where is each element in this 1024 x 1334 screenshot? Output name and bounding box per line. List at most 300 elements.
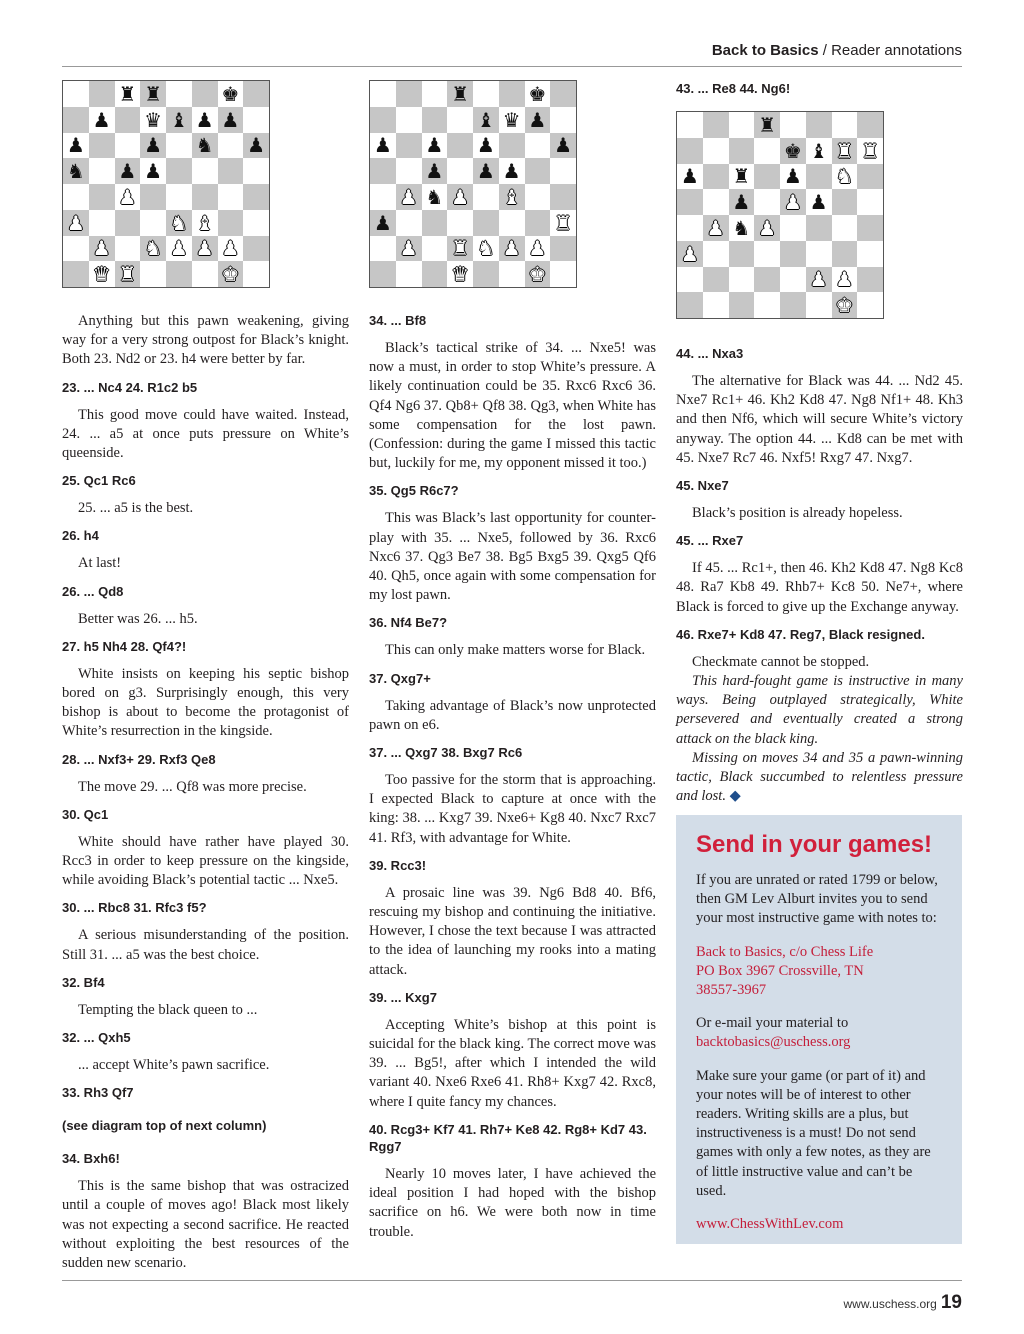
move-heading: 45. ... Rxe7 (676, 533, 744, 549)
board-square (422, 261, 448, 287)
board-square (806, 267, 832, 293)
column-3 (676, 78, 963, 806)
paragraph: This good move could have waited. Instead, 24. ... a5 at once puts pressure on White’s queenside. (62, 406, 349, 462)
board-square (499, 133, 525, 159)
white-pawn-icon: ♟ (528, 236, 547, 261)
black-pawn-icon: ♟ (680, 164, 699, 189)
white-king-icon: ♚ (835, 293, 854, 318)
board-square (525, 107, 551, 133)
black-pawn-icon: ♟ (373, 133, 392, 158)
board-square (89, 236, 115, 262)
paragraph: White insists on keeping his septic bishop bored on g3. Surprisingly enough, this very bishop is about to become the protagonist of White’s resurrection in the kingside. (62, 665, 349, 740)
board-square (499, 236, 525, 262)
board-square (806, 112, 832, 138)
paragraph: 25. ... a5 is the best. (78, 500, 194, 517)
white-rook-icon: ♜ (554, 210, 573, 235)
white-pawn-icon: ♟ (169, 236, 188, 261)
white-pawn-icon: ♟ (783, 190, 802, 215)
move-heading: 32. ... Qxh5 (62, 1030, 131, 1046)
board-square (525, 81, 551, 107)
black-pawn-icon: ♟ (732, 190, 751, 215)
board-square (473, 261, 499, 287)
board-square (89, 81, 115, 107)
black-knight-icon: ♞ (425, 184, 444, 209)
board-square (192, 107, 218, 133)
board-square (63, 133, 89, 159)
board-square (396, 133, 422, 159)
board-square (677, 292, 703, 318)
board-square (703, 112, 729, 138)
black-pawn-icon: ♟ (118, 159, 137, 184)
board-square (63, 210, 89, 236)
white-pawn-icon: ♟ (706, 215, 725, 240)
board-square (370, 236, 396, 262)
board-square (780, 267, 806, 293)
board-square (473, 107, 499, 133)
white-king-icon: ♚ (528, 262, 547, 287)
white-pawn-icon: ♟ (835, 267, 854, 292)
black-rook-icon: ♜ (732, 164, 751, 189)
white-queen-icon: ♛ (451, 262, 470, 287)
board-square (832, 164, 858, 190)
white-knight-icon: ♞ (835, 164, 854, 189)
paragraph: Better was 26. ... h5. (78, 610, 198, 627)
board-square (677, 241, 703, 267)
black-bishop-icon: ♝ (169, 107, 188, 132)
board-square (447, 210, 473, 236)
board-square (677, 138, 703, 164)
board-square (218, 210, 244, 236)
board-square (832, 292, 858, 318)
column-2 (369, 78, 656, 1242)
board-square (140, 236, 166, 262)
board-square (115, 236, 141, 262)
paragraph: This can only make matters worse for Black. (385, 642, 646, 659)
board-square (89, 158, 115, 184)
board-square (780, 164, 806, 190)
board-square (525, 133, 551, 159)
black-king-icon: ♚ (528, 81, 547, 106)
paragraph: This was Black’s last opportunity for counter-play with 35. ... Nxe5, followed by 36. Rxc6 Nxc6 37. Qg3 Be7 38. Bg5 Bxg5 39. Qxg5 Qf6 40. Qh5, once again with some compensation for my lost pawn. (369, 510, 656, 604)
email-link[interactable]: backtobasics@uschess.org (696, 1034, 851, 1051)
board-square (140, 158, 166, 184)
black-bishop-icon: ♝ (809, 138, 828, 163)
black-knight-icon: ♞ (195, 133, 214, 158)
board-square (754, 138, 780, 164)
black-rook-icon: ♜ (118, 81, 137, 106)
board-square (499, 210, 525, 236)
paragraph: This is the same bishop that was ostracized until a couple of moves ago! Black most likely was not expecting a second sacrifice. He reacted without exploiting the best resources of the sudden new scenario. (62, 1178, 349, 1272)
board-square (703, 164, 729, 190)
board-square (780, 215, 806, 241)
board-square (832, 215, 858, 241)
board-square (396, 236, 422, 262)
board-square (243, 236, 269, 262)
footer-url[interactable]: www.uschess.org (843, 1297, 937, 1311)
board-square (703, 138, 729, 164)
board-square (857, 292, 883, 318)
paragraph: Anything but this pawn weakening, giving way for a very strong outpost for Black’s knight. Both 23. Nd2 or 23. h4 were better by far. (62, 313, 349, 368)
board-square (703, 241, 729, 267)
white-pawn-icon: ♟ (758, 215, 777, 240)
board-square (63, 261, 89, 287)
board-square (832, 267, 858, 293)
board-square (166, 107, 192, 133)
white-king-icon: ♚ (221, 262, 240, 287)
mailing-address (696, 943, 942, 1001)
board-square (422, 133, 448, 159)
paragraph: Black’s tactical strike of 34. ... Nxe5! was now a must, in order to stop White’s pressure. A likely continuation could be 35. Rxc6 Rxc6 36. Qf4 Ng6 37. Qb8+ Qf8 38. Qg3, when White has some compensation for the lost pawn. (Confession: during the game I missed this tactic but, luckily for me, my opponent missed it too.) (369, 340, 656, 472)
sidebar-guidelines: Make sure your game (or part of it) and your notes will be of interest to other readers. Writing skills are a plus, but instructiveness is a must! Do not send games with only a few notes, as they are of little instructive value and can’t be used. (696, 1067, 931, 1199)
board-square (63, 236, 89, 262)
board-square (63, 107, 89, 133)
address-line: 38557-3967 (696, 982, 767, 999)
board-square (218, 236, 244, 262)
chess-diagram-1 (62, 80, 270, 288)
board-square (192, 184, 218, 210)
board-square (473, 210, 499, 236)
board-square (396, 261, 422, 287)
white-pawn-icon: ♟ (92, 236, 111, 261)
board-square (525, 236, 551, 262)
move-heading: 33. Rh3 Qf7 (62, 1085, 134, 1101)
white-bishop-icon: ♝ (195, 210, 214, 235)
board-square (166, 236, 192, 262)
board-square (729, 189, 755, 215)
board-square (499, 158, 525, 184)
black-queen-icon: ♛ (144, 107, 163, 132)
board-square (422, 107, 448, 133)
board-square (473, 236, 499, 262)
board-square (473, 133, 499, 159)
move-heading: 46. Rxe7+ Kd8 47. Reg7, Black resigned. (676, 626, 925, 642)
white-knight-icon: ♞ (144, 236, 163, 261)
board-square (396, 107, 422, 133)
move-heading: 39. Rcc3! (369, 857, 427, 873)
black-bishop-icon: ♝ (476, 107, 495, 132)
move-heading: 25. Qc1 Rc6 (62, 473, 136, 489)
board-square (677, 267, 703, 293)
board-square (396, 210, 422, 236)
move-heading: 36. Nf4 Be7? (369, 615, 448, 631)
board-square (166, 158, 192, 184)
board-square (857, 215, 883, 241)
board-square (140, 210, 166, 236)
board-square (218, 133, 244, 159)
white-pawn-icon: ♟ (118, 184, 137, 209)
white-bishop-icon: ♝ (502, 184, 521, 209)
white-pawn-icon: ♟ (221, 236, 240, 261)
board-square (447, 107, 473, 133)
black-pawn-icon: ♟ (247, 133, 266, 158)
board-square (370, 210, 396, 236)
board-square (63, 184, 89, 210)
board-square (218, 184, 244, 210)
move-heading: 37. ... Qxg7 38. Bxg7 Rc6 (369, 745, 523, 761)
board-square (754, 215, 780, 241)
board-square (780, 138, 806, 164)
board-square (780, 292, 806, 318)
white-pawn-icon: ♟ (680, 241, 699, 266)
move-heading: 34. Bxh6! (62, 1151, 120, 1167)
board-square (166, 81, 192, 107)
section-name: Back to Basics (711, 42, 819, 59)
board-square (115, 261, 141, 287)
move-heading: 30. ... Rbc8 31. Rfc3 f5? (62, 900, 207, 916)
white-queen-icon: ♛ (92, 262, 111, 287)
paragraph: White should have rather have played 30. Rcc3 in order to keep pressure on the kingside, while avoiding Black’s potential tactic ... Nxe5. (62, 833, 349, 889)
move-heading: 23. ... Nc4 24. R1c2 b5 (62, 379, 198, 395)
board-square (370, 158, 396, 184)
black-pawn-icon: ♟ (425, 159, 444, 184)
board-square (703, 267, 729, 293)
white-rook-icon: ♜ (835, 138, 854, 163)
board-square (115, 210, 141, 236)
board-square (754, 241, 780, 267)
send-games-sidebar (676, 815, 962, 1244)
summary-text: Missing on moves 34 and 35 a pawn-winning tactic, Black succumbed to relentless pressure and lost. (676, 749, 963, 805)
paragraph: A prosaic line was 39. Ng6 Bd8 40. Bf6, rescuing my bishop and continuing the initiative. However, I chose the text because I was attracted to the idea of launching my rooks into a mating attack. (369, 884, 656, 978)
board-square (729, 267, 755, 293)
white-rook-icon: ♜ (118, 262, 137, 287)
board-square (447, 81, 473, 107)
black-pawn-icon: ♟ (528, 107, 547, 132)
board-square (370, 261, 396, 287)
paragraph: ... accept White’s pawn sacrifice. (78, 1057, 270, 1074)
board-square (473, 184, 499, 210)
board-square (422, 236, 448, 262)
board-square (192, 236, 218, 262)
board-square (166, 210, 192, 236)
board-square (192, 81, 218, 107)
board-square (703, 215, 729, 241)
black-pawn-icon: ♟ (476, 133, 495, 158)
black-pawn-icon: ♟ (221, 107, 240, 132)
board-square (729, 215, 755, 241)
end-mark-icon: ◆ (729, 788, 741, 805)
move-heading: 32. Bf4 (62, 974, 105, 990)
move-heading: 26. ... Qd8 (62, 583, 124, 599)
white-rook-icon: ♜ (451, 236, 470, 261)
board-square (525, 261, 551, 287)
board-square (806, 138, 832, 164)
board-square (140, 81, 166, 107)
board-square (422, 184, 448, 210)
white-pawn-icon: ♟ (399, 184, 418, 209)
board-square (192, 210, 218, 236)
board-square (115, 184, 141, 210)
diagram-note: (see diagram top of next column) (62, 1118, 267, 1134)
black-pawn-icon: ♟ (425, 133, 444, 158)
board-square (370, 81, 396, 107)
board-square (857, 112, 883, 138)
board-square (806, 189, 832, 215)
board-square (499, 261, 525, 287)
board-square (473, 81, 499, 107)
board-square (396, 158, 422, 184)
move-heading: 30. Qc1 (62, 806, 109, 822)
board-square (729, 164, 755, 190)
board-square (780, 189, 806, 215)
board-square (550, 158, 576, 184)
folio (843, 1292, 962, 1314)
white-pawn-icon: ♟ (195, 236, 214, 261)
black-rook-icon: ♜ (758, 112, 777, 137)
board-square (447, 184, 473, 210)
board-square (218, 261, 244, 287)
board-square (115, 81, 141, 107)
chess-diagram-2 (369, 80, 577, 288)
board-square (525, 210, 551, 236)
black-king-icon: ♚ (221, 81, 240, 106)
paragraph: The alternative for Black was 44. ... Nd2 45. Nxe7 Rc1+ 46. Kh2 Kd8 47. Ng8 Nf1+ 48. Kh3 and then Nf6, which will secure White’s victory anyway. The option 44. ... Kd8 can be met with 45. Nxe7 Rc7 46. Nxf5! Rxg7 47. Nxg7. (676, 373, 963, 466)
board-square (243, 261, 269, 287)
board-square (677, 189, 703, 215)
board-square (780, 112, 806, 138)
summary-paragraph: This hard-fought game is instructive in many ways. Being outplayed strategically, White persevered and eventually created a strong attack on the black king. (676, 673, 963, 747)
board-square (550, 210, 576, 236)
board-square (370, 184, 396, 210)
board-square (473, 158, 499, 184)
board-square (422, 81, 448, 107)
board-square (447, 261, 473, 287)
black-rook-icon: ♜ (144, 81, 163, 106)
paragraph: Nearly 10 moves later, I have achieved the ideal position I had hoped with the bishop sacrifice on h6. We were both now in time trouble. (369, 1165, 656, 1240)
board-square (550, 184, 576, 210)
white-rook-icon: ♜ (861, 138, 880, 163)
running-header (62, 42, 962, 67)
board-square (754, 112, 780, 138)
board-square (89, 133, 115, 159)
board-square (729, 138, 755, 164)
white-knight-icon: ♞ (476, 236, 495, 261)
move-heading: 45. Nxe7 (676, 478, 729, 494)
board-square (550, 107, 576, 133)
board-square (499, 184, 525, 210)
board-square (806, 215, 832, 241)
paragraph: Accepting White’s bishop at this point is suicidal for the black king. The correct move was 39. ... Bg5!, after which I intended the wild variant 40. Nxe6 Rxe6 41. Rh8+ Kxg7 42. Rxc8, where I quite fancy my chances. (369, 1016, 656, 1110)
board-square (140, 261, 166, 287)
white-pawn-icon: ♟ (399, 236, 418, 261)
summary-paragraph (676, 749, 963, 807)
email-intro: Or e-mail your material to (696, 1015, 849, 1032)
board-square (370, 133, 396, 159)
board-square (729, 241, 755, 267)
white-pawn-icon: ♟ (809, 267, 828, 292)
board-square (754, 292, 780, 318)
board-square (218, 158, 244, 184)
board-square (192, 133, 218, 159)
move-heading: 35. Qg5 R6c7? (369, 483, 459, 499)
board-square (447, 158, 473, 184)
board-square (806, 241, 832, 267)
board-square (857, 241, 883, 267)
black-pawn-icon: ♟ (783, 164, 802, 189)
move-heading: 28. ... Nxf3+ 29. Rxf3 Qe8 (62, 751, 216, 767)
black-pawn-icon: ♟ (502, 159, 521, 184)
board-square (499, 107, 525, 133)
board-square (857, 267, 883, 293)
black-pawn-icon: ♟ (554, 133, 573, 158)
board-square (857, 164, 883, 190)
black-rook-icon: ♜ (451, 81, 470, 106)
board-square (89, 184, 115, 210)
black-pawn-icon: ♟ (373, 210, 392, 235)
board-square (499, 81, 525, 107)
white-pawn-icon: ♟ (66, 210, 85, 235)
board-square (218, 81, 244, 107)
black-pawn-icon: ♟ (66, 133, 85, 158)
black-pawn-icon: ♟ (144, 133, 163, 158)
chess-diagram-3 (676, 111, 884, 319)
black-pawn-icon: ♟ (476, 159, 495, 184)
board-square (806, 292, 832, 318)
paragraph: If 45. ... Rc1+, then 46. Kh2 Kd8 47. Ng8 Kc8 48. Ra7 Kb8 49. Rhb7+ Kc8 50. Ne7+, where Black is forced to give up the Exchange anyway. (676, 560, 963, 615)
board-square (192, 158, 218, 184)
paragraph: Taking advantage of Black’s now unprotected pawn on e6. (369, 697, 656, 733)
board-square (218, 107, 244, 133)
board-square (140, 184, 166, 210)
board-square (754, 189, 780, 215)
board-square (447, 236, 473, 262)
board-square (243, 107, 269, 133)
board-square (243, 184, 269, 210)
board-square (703, 189, 729, 215)
black-pawn-icon: ♟ (92, 107, 111, 132)
black-pawn-icon: ♟ (809, 190, 828, 215)
board-square (550, 236, 576, 262)
board-square (63, 81, 89, 107)
board-square (115, 133, 141, 159)
address-line: PO Box 3967 Crossville, TN (696, 962, 864, 979)
move-heading: 27. h5 Nh4 28. Qf4?! (62, 638, 187, 654)
sidebar-intro: If you are unrated or rated 1799 or below, then GM Lev Alburt invites you to send your most instructive game with notes to: (696, 872, 938, 927)
white-pawn-icon: ♟ (502, 236, 521, 261)
board-square (729, 292, 755, 318)
paragraph: Black’s position is already hopeless. (692, 505, 903, 522)
board-square (525, 184, 551, 210)
board-square (422, 210, 448, 236)
board-square (166, 133, 192, 159)
board-square (780, 241, 806, 267)
board-square (243, 210, 269, 236)
board-square (857, 138, 883, 164)
footer-rule (62, 1280, 962, 1281)
board-square (140, 133, 166, 159)
website-link[interactable]: www.ChessWithLev.com (696, 1216, 844, 1233)
move-heading: 43. ... Re8 44. Ng6! (676, 81, 791, 96)
move-heading: 40. Rcg3+ Kf7 41. Rh7+ Ke8 42. Rg8+ Kd7 43. Rgg7 (369, 1121, 647, 1154)
board-square (192, 261, 218, 287)
move-heading: 37. Qxg7+ (369, 670, 431, 686)
board-square (550, 81, 576, 107)
board-square (89, 210, 115, 236)
page-number: 19 (940, 1292, 962, 1313)
board-square (832, 241, 858, 267)
board-square (832, 138, 858, 164)
paragraph: Tempting the black queen to ... (78, 1001, 258, 1018)
black-king-icon: ♚ (783, 138, 802, 163)
board-square (396, 81, 422, 107)
board-square (754, 164, 780, 190)
sidebar-title: Send in your games! (696, 831, 933, 858)
white-knight-icon: ♞ (169, 210, 188, 235)
board-square (857, 189, 883, 215)
board-square (166, 184, 192, 210)
board-square (832, 189, 858, 215)
board-square (243, 133, 269, 159)
board-square (550, 261, 576, 287)
